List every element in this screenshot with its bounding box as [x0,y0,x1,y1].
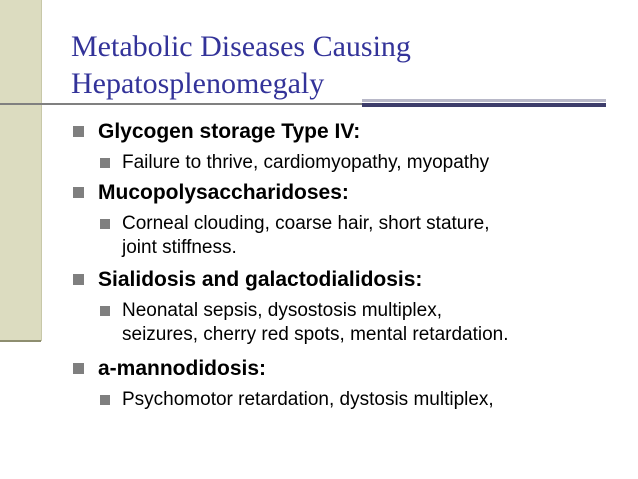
sub-bullet-text: Psychomotor retardation, dystosis multiplex, [122,389,494,410]
square-bullet-icon [73,187,84,198]
sub-bullet-text: seizures, cherry red spots, mental retardation. [122,324,509,345]
square-bullet-icon [73,274,84,285]
bullet-heading: Sialidosis and galactodialidosis: [98,268,423,291]
square-bullet-icon [100,158,110,168]
sub-bullet-text: joint stiffness. [122,237,237,258]
square-bullet-icon [73,126,84,137]
bullet-heading: Mucopolysaccharidoses: [98,181,349,204]
bullet-heading: Glycogen storage Type IV: [98,120,361,143]
slide-title-line-1: Metabolic Diseases Causing [71,30,411,63]
sub-bullet-text: Failure to thrive, cardiomyopathy, myopathy [122,152,490,173]
square-bullet-icon [73,363,84,374]
square-bullet-icon [100,306,110,316]
bullet-heading: a-mannodidosis: [98,357,267,380]
slide-title-line-2: Hepatosplenomegaly [71,67,325,100]
square-bullet-icon [100,395,110,405]
sub-bullet-text: Corneal clouding, coarse hair, short stature, [122,213,490,234]
sub-bullet-text: Neonatal sepsis, dysostosis multiplex, [122,300,442,321]
square-bullet-icon [100,219,110,229]
